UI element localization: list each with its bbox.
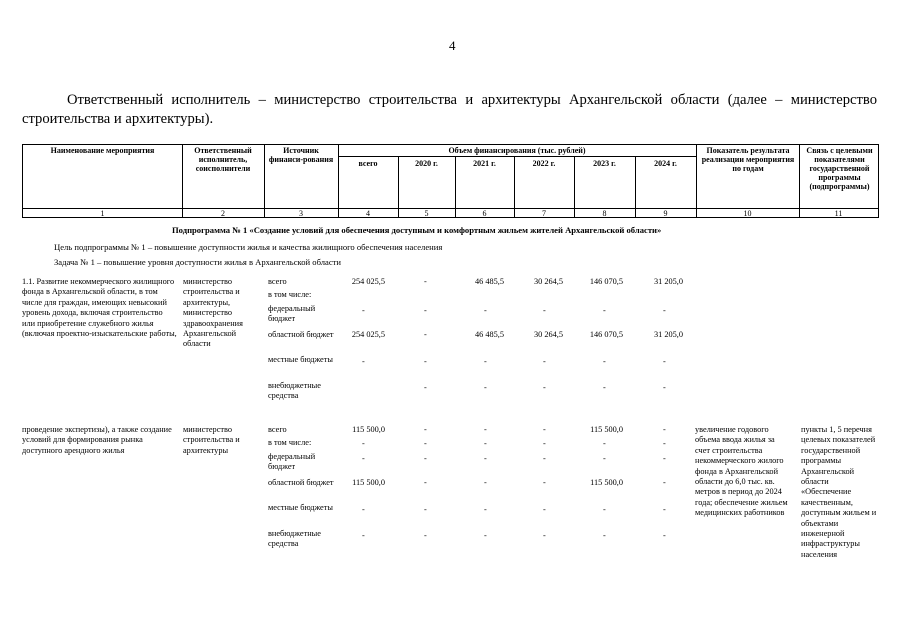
value-total: -: [362, 306, 365, 315]
value-total: -: [362, 357, 365, 366]
source-label: в том числе:: [268, 438, 312, 447]
value-2024: -: [663, 454, 666, 463]
value-2020: -: [424, 478, 427, 487]
header-indicator: Показатель результата реализации мероприятия по годам: [701, 146, 795, 173]
value-2021: -: [484, 505, 487, 514]
value-2022: -: [543, 425, 546, 434]
value-2020: -: [424, 454, 427, 463]
value-2023: -: [603, 306, 606, 315]
header-link: Связь с целевыми показателями государственной программы (подпрограммы): [806, 146, 873, 191]
value-2024: -: [663, 425, 666, 434]
source-label: федеральный бюджет: [268, 304, 316, 324]
value-total: 254 025,5: [351, 330, 385, 339]
block2-executor: министерство строительства и архитектуры: [183, 425, 240, 455]
header-year-2024: 2024 г.: [654, 159, 677, 168]
value-2021: 46 485,5: [474, 277, 504, 286]
value-2022: -: [543, 454, 546, 463]
source-label: внебюджетные средства: [268, 381, 321, 401]
block1-name: 1.1. Развитие некоммерческого жилищного фонда в Архангельской области, в том числе для граждан, имеющих невысокий уровень дохода, включая строительство или приобретение служебного жилья (включая проектно-изыскательские работы,: [22, 277, 177, 339]
value-2024: -: [663, 383, 666, 392]
header-year-2023: 2023 г.: [593, 159, 616, 168]
value-2023: -: [603, 357, 606, 366]
value-2024: 31 205,0: [653, 330, 683, 339]
subprogram-goal: Цель подпрограммы № 1 – повышение доступности жилья и качества жилищного обеспечения населения: [54, 242, 443, 252]
block1-executor: министерство строительства и архитектуры, министерство здравоохранения Архангельской области: [183, 277, 243, 349]
header-name: Наименование мероприятия: [50, 146, 155, 155]
value-2023: -: [603, 454, 606, 463]
column-number: 9: [663, 209, 668, 218]
source-label: местные бюджеты: [268, 355, 333, 364]
source-label: всего: [268, 277, 287, 286]
intro-paragraph: Ответственный исполнитель – министерство строительства и архитектуры Архангельской области (далее – министерство строительства и архитектуры).: [22, 92, 877, 127]
value-2024: -: [663, 357, 666, 366]
block2-indicator: увеличение годового объема ввода жилья за счет строительства некоммерческого жилого фонда в Архангельской области до 6,0 тыс. кв. метров в период до 2024 года; обеспечение жильем медицинских работников: [695, 425, 788, 518]
value-2021: -: [484, 439, 487, 448]
value-total: 254 025,5: [351, 277, 385, 286]
value-total: -: [362, 454, 365, 463]
value-2024: -: [663, 478, 666, 487]
value-2023: -: [603, 439, 606, 448]
value-2022: -: [543, 505, 546, 514]
value-2021: 46 485,5: [474, 330, 504, 339]
column-number: 2: [221, 209, 225, 218]
value-2023: 146 070,5: [589, 277, 623, 286]
value-2020: -: [424, 330, 427, 339]
column-number: 7: [542, 209, 546, 218]
value-2023: -: [603, 505, 606, 514]
value-2020: -: [424, 425, 427, 434]
block2-link: пункты 1, 5 перечня целевых показателей государственной программы Архангельской области «Обеспечение качественным, доступным жильем и объектами инженерной инфраструктуры населения: [801, 425, 877, 559]
value-2022: -: [543, 357, 546, 366]
value-2024: -: [663, 439, 666, 448]
column-number: 10: [743, 209, 752, 218]
header-executor: Ответственный исполнитель, соисполнители: [194, 146, 252, 173]
value-2020: -: [424, 306, 427, 315]
value-2022: -: [543, 439, 546, 448]
column-number: 6: [482, 209, 487, 218]
value-2022: -: [543, 306, 546, 315]
value-2021: -: [484, 531, 487, 540]
value-2024: -: [663, 306, 666, 315]
value-total: -: [362, 505, 365, 514]
value-2020: -: [424, 439, 427, 448]
value-2020: -: [424, 277, 427, 286]
value-2021: -: [484, 383, 487, 392]
value-2024: -: [663, 531, 666, 540]
column-number: 11: [834, 209, 843, 218]
header-year-2020: 2020 г.: [415, 159, 438, 168]
value-total: -: [362, 439, 365, 448]
header-source: Источник финанси-рования: [268, 146, 334, 164]
header-total: всего: [358, 159, 378, 168]
value-2023: -: [603, 531, 606, 540]
source-label: местные бюджеты: [268, 503, 333, 512]
page-number: 4: [449, 38, 456, 53]
header-financing: Объем финансирования (тыс. рублей): [448, 146, 586, 155]
header-year-2022: 2022 г.: [532, 159, 556, 168]
source-label: областной бюджет: [268, 478, 334, 487]
value-2020: -: [424, 357, 427, 366]
value-2022: -: [543, 531, 546, 540]
value-2020: -: [424, 383, 427, 392]
subprogram-task: Задача № 1 – повышение уровня доступности жилья в Архангельской области: [54, 257, 342, 267]
value-total: 115 500,0: [352, 425, 385, 434]
value-2021: -: [484, 478, 487, 487]
value-2022: -: [543, 383, 546, 392]
subprogram-title: Подпрограмма № 1 «Создание условий для обеспечения доступным и комфортным жильем жителей Архангельской области»: [172, 225, 662, 235]
source-label: федеральный бюджет: [268, 452, 316, 472]
value-total: -: [362, 531, 365, 540]
value-2021: -: [484, 357, 487, 366]
value-2023: -: [603, 383, 606, 392]
value-2021: -: [484, 425, 487, 434]
source-label: внебюджетные средства: [268, 529, 321, 549]
value-2020: -: [424, 531, 427, 540]
value-2024: -: [663, 505, 666, 514]
value-2023: 146 070,5: [589, 330, 623, 339]
source-label: в том числе:: [268, 290, 312, 299]
value-2020: -: [424, 505, 427, 514]
column-number: 3: [299, 209, 303, 218]
block2-name: проведение экспертизы), а также создание условий для формирования рынка доступного арендного жилья: [22, 425, 172, 455]
value-2024: 31 205,0: [653, 277, 683, 286]
value-2021: -: [484, 454, 487, 463]
header-year-2021: 2021 г.: [473, 159, 496, 168]
value-total: 115 500,0: [352, 478, 385, 487]
value-2022: -: [543, 478, 546, 487]
value-2021: -: [484, 306, 487, 315]
column-number: 4: [366, 209, 370, 218]
value-2022: 30 264,5: [533, 330, 563, 339]
value-2023: 115 500,0: [590, 425, 623, 434]
column-number: 1: [100, 209, 105, 218]
source-label: областной бюджет: [268, 330, 334, 339]
column-number: 8: [602, 209, 607, 218]
value-2023: 115 500,0: [590, 478, 623, 487]
column-number: 5: [424, 209, 429, 218]
table-header: [22, 144, 879, 218]
source-label: всего: [268, 425, 287, 434]
value-2022: 30 264,5: [533, 277, 563, 286]
